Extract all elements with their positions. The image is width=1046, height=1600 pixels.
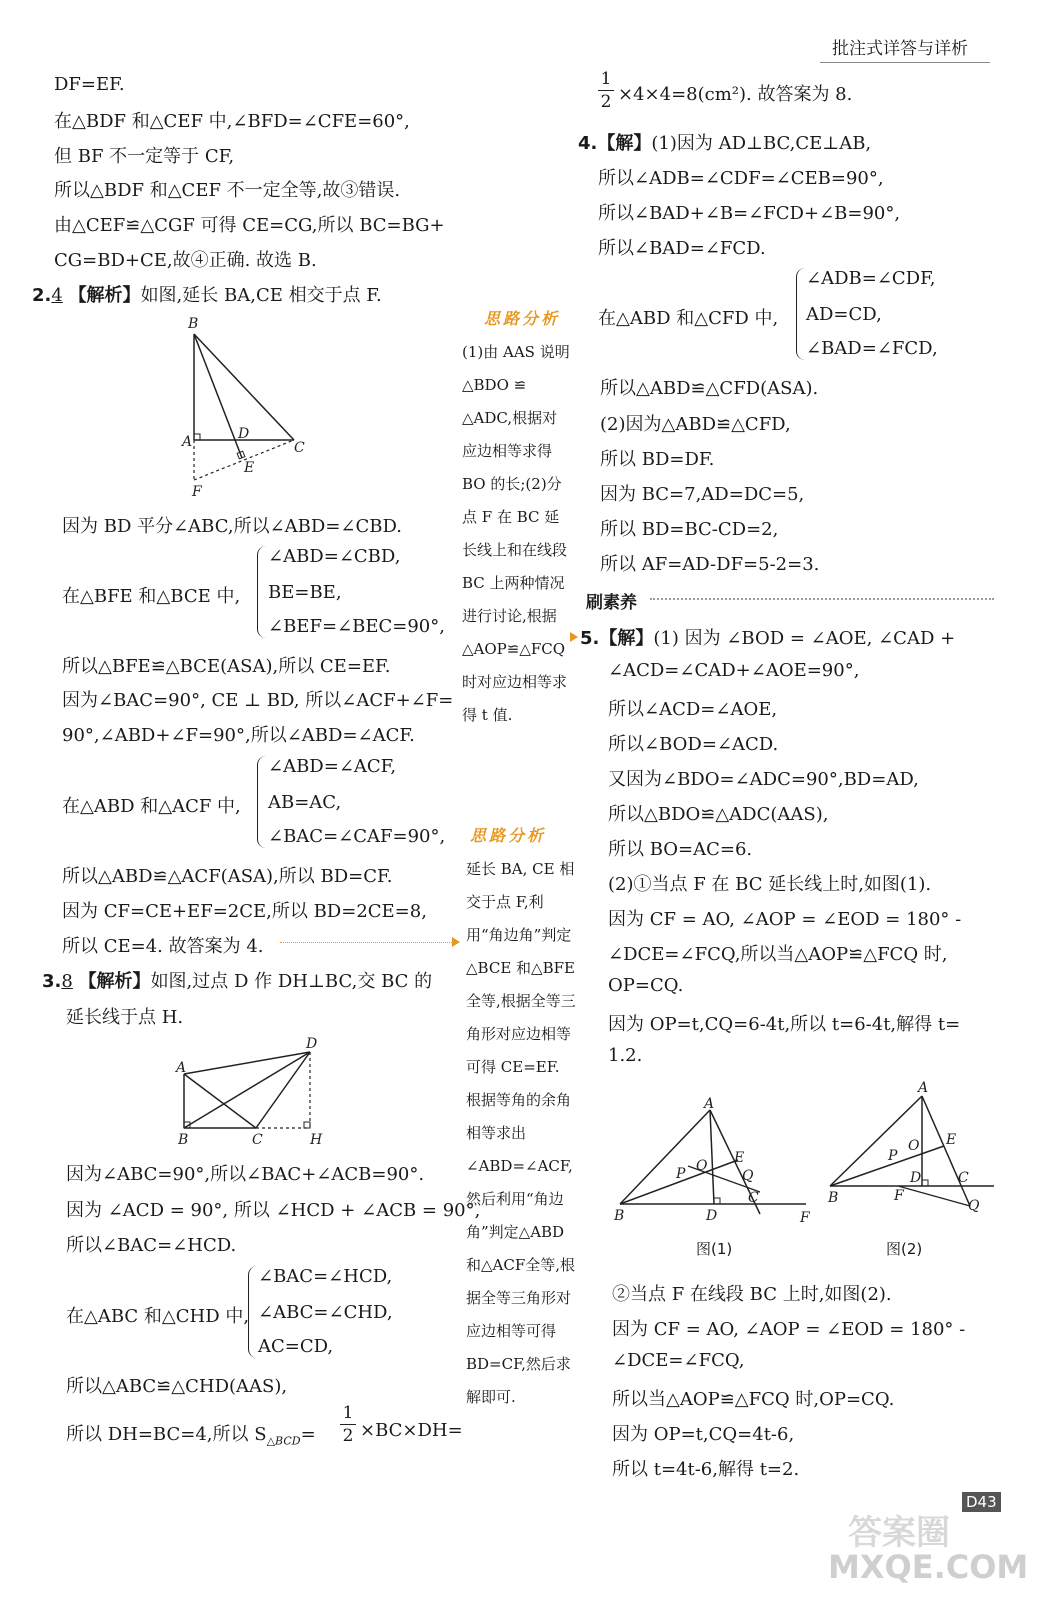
q2-line-3: 因为∠BAC=90°, CE ⊥ BD, 所以∠ACF+∠F= <box>62 690 454 711</box>
q2-sys1-pre: 在△BFE 和△BCE 中, <box>62 586 241 607</box>
q2-figure <box>170 312 320 502</box>
q2-fig-label-C: C <box>294 440 305 456</box>
q5-fig2-label-Q: Q <box>968 1198 980 1214</box>
q2-line-6: 因为 CF=CE+EF=2CE,所以 BD=2CE=8, <box>62 901 427 922</box>
q5-line-13: 1.2. <box>608 1045 643 1066</box>
q2-sys2-brace <box>257 756 266 848</box>
left-line-4: 所以△BDF 和△CEF 不一定全等,故③错误. <box>54 180 401 201</box>
q5-line-8: (2)①当点 F 在 BC 延长线上时,如图(1). <box>608 874 932 895</box>
q3-sys-1: ∠BAC=∠HCD, <box>258 1266 393 1287</box>
q3-sys-pre: 在△ABC 和△CHD 中, <box>66 1306 250 1327</box>
q3-line-5b: = <box>300 1424 316 1445</box>
q3-intro-1: 如图,过点 D 作 DH⊥BC,交 BC 的 <box>150 971 433 992</box>
q5-figure-2 <box>824 1076 1004 1226</box>
side-title-1: 思路分析 <box>484 309 561 328</box>
q3-line-5 <box>66 1420 316 1448</box>
q5-line-14: ②当点 F 在线段 BC 上时,如图(2). <box>612 1284 892 1305</box>
q5-tag: 【解】 <box>599 628 654 649</box>
left-line-1: DF=EF. <box>54 74 125 95</box>
q5-line-12: 因为 OP=t,CQ=6-4t,所以 t=6-4t,解得 t= <box>608 1014 961 1035</box>
left-line-6: CG=BD+CE,故④正确. 故选 B. <box>54 250 317 271</box>
right-frac-num: 1 <box>600 69 612 89</box>
q2-number: 2. <box>32 285 52 306</box>
q5-fig1-label-C: C <box>748 1190 759 1206</box>
q4-line-4: 所以∠BAD=∠FCD. <box>598 238 766 259</box>
q3-fig-label-C: C <box>252 1132 263 1148</box>
q4-line-9: 所以 BD=BC-CD=2, <box>600 519 779 540</box>
q5-fig2-label-P: P <box>888 1148 898 1164</box>
page-header-title: 批注式详答与详析 <box>832 39 968 59</box>
q5-line-15: 因为 CF = AO, ∠AOP = ∠EOD = 180° - <box>612 1319 966 1340</box>
q4-tag: 【解】 <box>597 133 652 154</box>
q4-line-8: 因为 BC=7,AD=DC=5, <box>600 484 805 505</box>
q4-line-6: (2)因为△ABD≌△CFD, <box>600 414 791 435</box>
q5-fig2-label-A: A <box>918 1080 929 1096</box>
section-title: 刷素养 <box>586 593 637 613</box>
q5-line-16: ∠DCE=∠FCQ, <box>612 1350 745 1371</box>
q2-heading <box>32 281 382 307</box>
q5-fig1-caption: 图(1) <box>696 1240 733 1258</box>
right-top-fraction <box>598 70 614 111</box>
q2-sys1-1: ∠ABD=∠CBD, <box>268 546 401 567</box>
q2-leader-dots <box>280 942 452 943</box>
right-frac-bar <box>598 90 614 91</box>
q5-line-4: 所以∠BOD=∠ACD. <box>608 734 779 755</box>
q2-line-2: 所以△BFE≌△BCE(ASA),所以 CE=EF. <box>62 656 391 677</box>
q3-sys-3: AC=CD, <box>258 1336 334 1357</box>
q5-figure-1 <box>610 1094 824 1232</box>
q3-answer: 8 <box>61 971 73 992</box>
q4-line-10: 所以 AF=AD-DF=5-2=3. <box>600 554 820 575</box>
q2-fig-label-F: F <box>192 484 202 500</box>
side-note-2: 延长 BA, CE 相交于点 F,利用“角边角”判定△BCE 和△BFE 全等,根据全等三角形对应边相等可得 CE=EF. 根据等角的余角相等求出∠ABD=∠ACF,然后利用“角边角”判定△ABD和△ACF全等,根据全等三角形对应边相等可得 BD=CF,然后求解即可. <box>466 860 576 1406</box>
q5-fig2-caption: 图(2) <box>886 1240 923 1258</box>
q3-figure <box>170 1034 340 1154</box>
left-line-5: 由△CEF≌△CGF 可得 CE=CG,所以 BC=BG+ <box>54 215 445 236</box>
q4-line-1: (1)因为 AD⊥BC,CE⊥AB, <box>651 133 872 154</box>
q3-frac-num: 1 <box>342 1403 354 1423</box>
q5-line-3: 所以∠ACD=∠AOE, <box>608 699 778 720</box>
q3-fig-label-A: A <box>176 1060 187 1076</box>
q2-answer: 4 <box>51 285 63 306</box>
q3-line-3: 所以∠BAC=∠HCD. <box>66 1235 237 1256</box>
q2-tag: 【解析】 <box>68 285 141 306</box>
right-top-line: ×4×4=8(cm²). 故答案为 8. <box>618 84 853 105</box>
q4-sys-1: ∠ADB=∠CDF, <box>806 268 936 289</box>
q2-sys2-1: ∠ABD=∠ACF, <box>268 756 397 777</box>
q3-number: 3. <box>42 971 62 992</box>
q5-fig1-label-B: B <box>614 1208 625 1224</box>
q5-line-10: ∠DCE=∠FCQ,所以当△AOP≌△FCQ 时, <box>608 944 948 965</box>
q3-fig-label-H: H <box>310 1132 323 1148</box>
left-line-2: 在△BDF 和△CEF 中,∠BFD=∠CFE=60°, <box>54 111 410 132</box>
q5-line-6: 所以△BDO≌△ADC(AAS), <box>608 804 829 825</box>
watermark-logo: 答案圈 <box>848 1513 950 1553</box>
q5-fig1-label-P: P <box>676 1166 686 1182</box>
q5-fig1-label-D: D <box>706 1208 718 1224</box>
q2-leader-arrow <box>452 937 460 947</box>
q5-line-11: OP=CQ. <box>608 975 684 996</box>
section-divider <box>650 598 994 600</box>
q5-fig1-label-A: A <box>704 1096 715 1112</box>
page-number: D43 <box>962 1492 1001 1512</box>
q2-line-4: 90°,∠ABD+∠F=90°,所以∠ABD=∠ACF. <box>62 725 415 746</box>
q5-fig1-label-Q: Q <box>742 1168 754 1184</box>
q4-sys-2: AD=CD, <box>806 304 882 325</box>
q5-number: 5. <box>580 628 600 649</box>
q5-line-19: 所以 t=4t-6,解得 t=2. <box>612 1459 800 1480</box>
q5-fig1-label-E: E <box>734 1150 745 1166</box>
q5-line-1: (1) 因为 ∠BOD = ∠AOE, ∠CAD + <box>653 628 956 649</box>
q4-heading <box>578 129 871 155</box>
q3-fig-label-B: B <box>178 1132 189 1148</box>
q2-sys1-3: ∠BEF=∠BEC=90°, <box>268 616 445 637</box>
side-title-2: 思路分析 <box>470 826 547 845</box>
q2-sys1-2: BE=BE, <box>268 582 342 603</box>
q2-intro: 如图,延长 BA,CE 相交于点 F. <box>140 285 382 306</box>
q5-fig1-label-F: F <box>800 1210 810 1226</box>
side-note-1: (1)由 AAS 说明 △BDO ≌ △ADC,根据对应边相等求得 BO 的长;(2)分点 F 在 BC 延长线上和在线段 BC 上两种情况进行讨论,根据 △AOP≌△FCQ 时对应边相等求得 t 值. <box>462 343 570 724</box>
q4-sys-brace <box>796 268 805 360</box>
q2-sys2-2: AB=AC, <box>268 792 342 813</box>
q3-frac-den: 2 <box>342 1426 354 1446</box>
q2-sys2-pre: 在△ABD 和△ACF 中, <box>62 796 241 817</box>
q4-line-5: 所以△ABD≌△CFD(ASA). <box>600 378 819 399</box>
q5-fig2-label-F: F <box>894 1188 904 1204</box>
q5-fig2-label-E: E <box>946 1132 957 1148</box>
q3-fraction <box>340 1404 356 1445</box>
q5-line-9: 因为 CF = AO, ∠AOP = ∠EOD = 180° - <box>608 909 962 930</box>
q5-fig2-label-D: D <box>910 1170 922 1186</box>
q2-sys2-3: ∠BAC=∠CAF=90°, <box>268 826 446 847</box>
q5-fig2-label-C: C <box>958 1170 969 1186</box>
q4-line-2: 所以∠ADB=∠CDF=∠CEB=90°, <box>598 168 884 189</box>
q3-heading <box>42 967 432 993</box>
q5-line-2: ∠ACD=∠CAD+∠AOE=90°, <box>608 660 860 681</box>
q4-sys-pre: 在△ABD 和△CFD 中, <box>598 308 779 329</box>
q3-tag: 【解析】 <box>78 971 151 992</box>
q4-line-3: 所以∠BAD+∠B=∠FCD+∠B=90°, <box>598 203 901 224</box>
q3-line-2: 因为 ∠ACD = 90°, 所以 ∠HCD + ∠ACB = 90°, <box>66 1200 481 1221</box>
q4-number: 4. <box>578 133 598 154</box>
q3-line-5-sub: △BCD <box>266 1434 301 1448</box>
q2-fig-label-D: D <box>238 426 250 442</box>
q4-sys-3: ∠BAD=∠FCD, <box>806 338 938 359</box>
q3-line-1: 因为∠ABC=90°,所以∠BAC+∠ACB=90°. <box>66 1164 425 1185</box>
q2-line-1: 因为 BD 平分∠ABC,所以∠ABD=∠CBD. <box>62 516 403 537</box>
q2-line-7: 所以 CE=4. 故答案为 4. <box>62 936 264 957</box>
q2-fig-label-A: A <box>182 434 193 450</box>
q3-line-4: 所以△ABC≌△CHD(AAS), <box>66 1376 288 1397</box>
q3-frac-bar <box>340 1424 356 1425</box>
left-line-3: 但 BF 不一定等于 CF, <box>54 146 235 167</box>
q3-line-5a: 所以 DH=BC=4,所以 S <box>66 1424 267 1445</box>
q5-fig1-label-O: O <box>696 1158 708 1174</box>
header-rule <box>820 62 990 63</box>
q5-line-5: 又因为∠BDO=∠ADC=90°,BD=AD, <box>608 769 919 790</box>
q5-heading <box>580 624 955 650</box>
right-frac-den: 2 <box>600 92 612 112</box>
q3-intro-2: 延长线于点 H. <box>66 1007 184 1028</box>
q3-sys-2: ∠ABC=∠CHD, <box>258 1302 393 1323</box>
q5-line-7: 所以 BO=AC=6. <box>608 839 753 860</box>
q3-sys-brace <box>248 1266 257 1358</box>
q3-line-5c: ×BC×DH= <box>360 1420 463 1441</box>
q4-line-7: 所以 BD=DF. <box>600 449 715 470</box>
q5-line-18: 因为 OP=t,CQ=4t-6, <box>612 1424 795 1445</box>
q2-line-5: 所以△ABD≌△ACF(ASA),所以 BD=CF. <box>62 866 393 887</box>
q3-fig-label-D: D <box>306 1036 318 1052</box>
side-note-1-arrow <box>570 632 578 642</box>
watermark-url: MXQE.COM <box>828 1548 1029 1586</box>
q2-fig-label-B: B <box>188 316 199 332</box>
q2-sys1-brace <box>257 546 266 638</box>
q5-fig2-label-B: B <box>828 1190 839 1206</box>
q2-fig-label-E: E <box>244 460 255 476</box>
q5-line-17: 所以当△AOP≌△FCQ 时,OP=CQ. <box>612 1389 895 1410</box>
q5-fig2-label-O: O <box>908 1138 920 1154</box>
